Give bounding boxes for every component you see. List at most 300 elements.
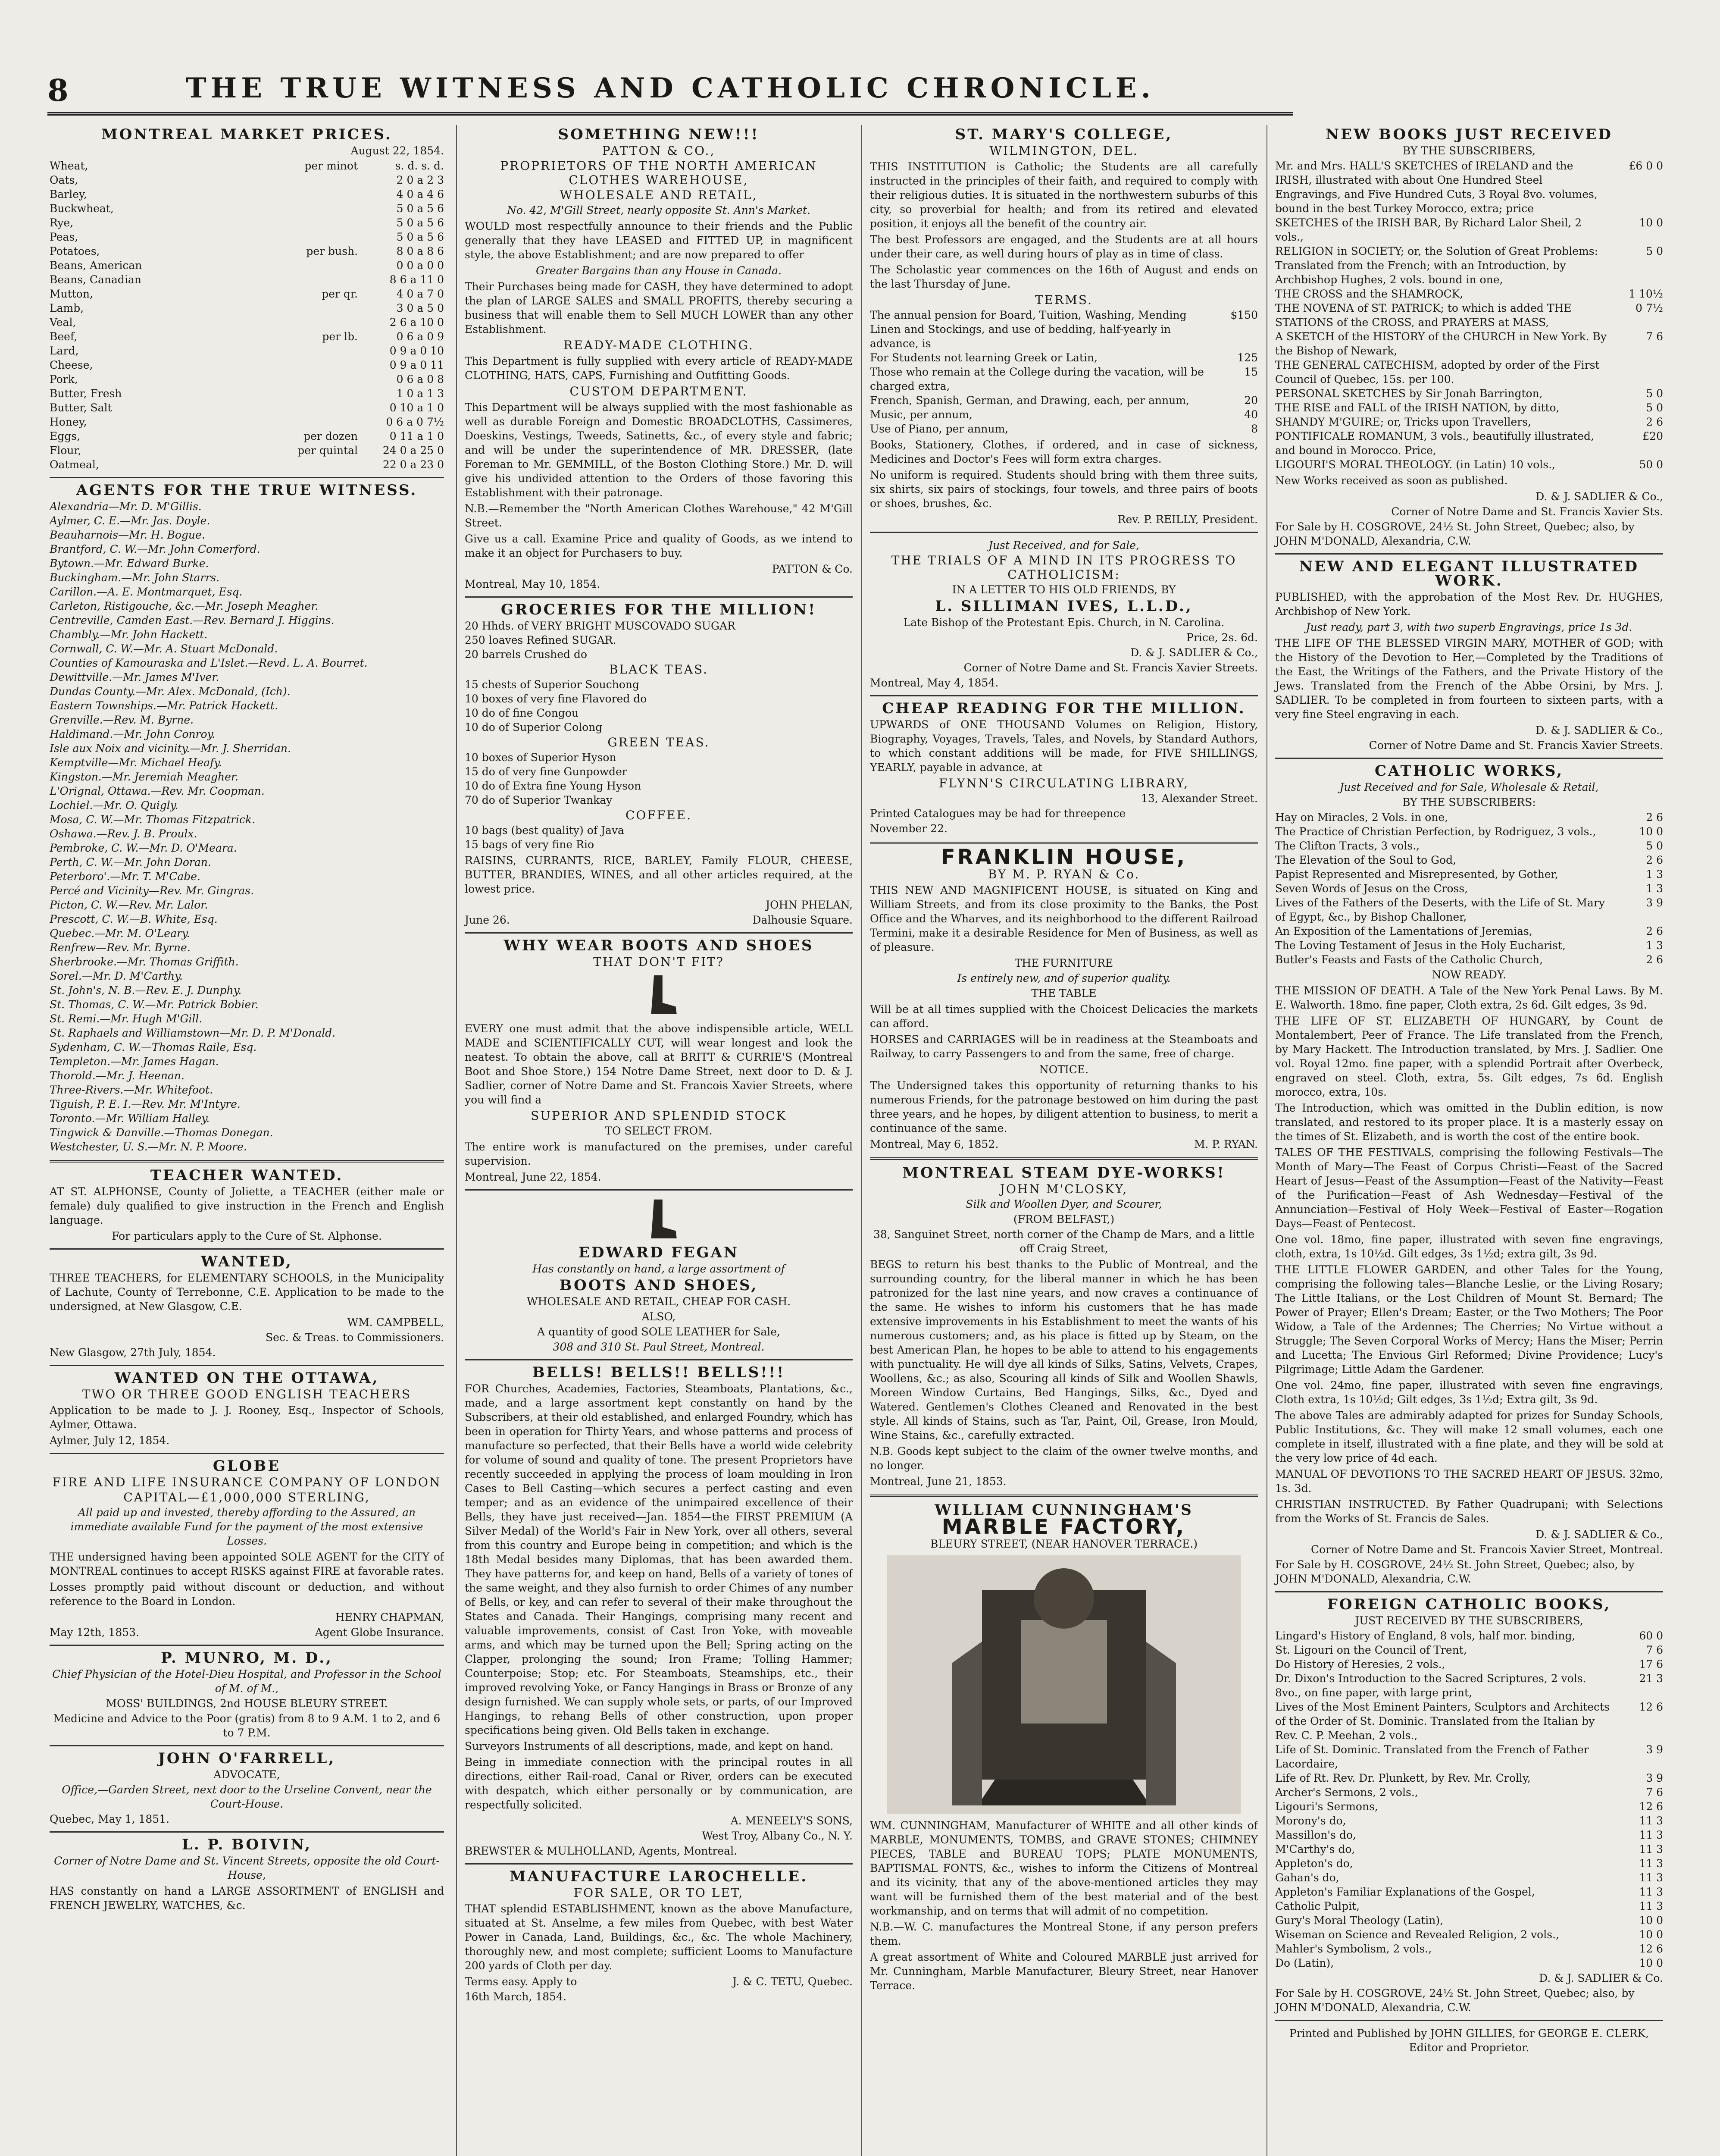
market-title: MONTREAL MARKET PRICES. <box>101 126 392 143</box>
market-unit <box>259 230 358 244</box>
stmary-terms-list <box>870 308 1258 436</box>
agent-entry: Kingston.—Mr. Jeremiah Meagher. <box>50 771 239 783</box>
foreign-book-entry <box>1275 1842 1663 1856</box>
foreign-by: JUST RECEIVED BY THE SUBSCRIBERS, <box>1355 1614 1583 1627</box>
term-price: 8 <box>1251 423 1258 435</box>
column-4 <box>1267 125 1663 2156</box>
book-entry-text: RELIGION in SOCIETY; or, the Solution of Great Problems: Translated from the French; with an Introduction, by Archbishop Hughes, 2 vols. bound in one, <box>1275 245 1598 286</box>
patton-head1: PROPRIETORS OF THE NORTH AMERICAN CLOTHES WAREHOUSE, <box>500 159 817 187</box>
market-row <box>50 372 444 386</box>
marble-nb: N.B.—W. C. manufactures the Montreal Stone, if any person prefers them. <box>870 1921 1258 1947</box>
agent-entry: Beauharnois—Mr. H. Bogue. <box>50 529 205 541</box>
term-label: Use of Piano, per annum, <box>870 423 1009 435</box>
divider <box>465 1863 853 1865</box>
work-entry-text: Butler's Feasts and Fasts of the Catholic Church, <box>1275 953 1543 966</box>
agent-entry: Perth, C. W.—Mr. John Doran. <box>50 856 211 868</box>
works-tag: Just Received and for Sale, Wholesale & Retail, <box>1339 781 1599 793</box>
market-row <box>50 216 444 230</box>
market-unit <box>259 258 358 273</box>
divider <box>870 532 1258 533</box>
market-price: 0 6 a 0 7½ <box>386 416 444 428</box>
foreign-book-entry <box>1275 1927 1663 1942</box>
term-label: Music, per annum, <box>870 408 973 421</box>
work-entry <box>1275 824 1663 839</box>
work-entry-price: 1 3 <box>1646 939 1663 952</box>
stmary-signature: Rev. P. REILLY, President. <box>1117 513 1258 526</box>
ofarrell-title: JOHN O'FARRELL, <box>158 1750 336 1767</box>
bells-body: FOR Churches, Academies, Factories, Steamboats, Plantations, &c., made, and a large assortment kept constantly on hand by the Subscribers, at their old established, and enlarged Foundry, which has been in operation for Thirty Years, and whose patterns and process of manufacture so perfected, that their Bells have a world wide celebrity for volume of sound and quality of tone. The present Proprietors have recently succeeded in applying the process of loam moulding in Iron Cases to Bell Casting—which secures a perfect casting and even temper; and as an evidence of the unimpaired excellence of their Bells, they have just received—Jan. 1854—the FIRST PREMIUM (A Silver Medal) of the World's Fair in New York, over all others, several from this country and Europe being in competition; and which is the 18th Medal besides many Diplomas, that has been awarded them. They have patterns for, and keep on hand, Bells of a variety of tones of the same weight, and they also furnish to order Chimes of any number of Bells, or key, and can refer to several of their make throughout the States and Canada. Their Hangings, comprising many recent and valuable improvements, consist of Cast Iron Yoke, with moveable arms, and which may be turned upon the Bell; Spring acting on the Clapper, prolonging the sound; Iron Frame; Tolling Hammer; Counterpoise; Stop; etc. For Steamboats, Steamships, etc., their improved revolving Yoke, or Fancy Hangings in Brass or Bronze of any design furnished. We can supply whole sets, or parts, of our Improved Hangings, to rehang Bells of other construction, upon proper specifications being given. Old Bells taken in exchange. <box>465 1382 853 1736</box>
market-item: Mutton, <box>50 288 93 300</box>
marble-body: WM. CUNNINGHAM, Manufacturer of WHITE and all other kinds of MARBLE, MONUMENTS, TOMBS, and GRAVE STONES; CHIMNEY PIECES, TABLE and BUREAU TOPS; PLATE MONUMENTS, BAPTISMAL FONTS, &c., wishes to inform the Citizens of Montreal and its vicinity, that any of the above-mentioned articles they may want will be furnished them of the best material and of the best workmanship, and on terms that will admit of no competition. <box>870 1819 1258 1917</box>
market-date: August 22, 1854. <box>350 144 444 157</box>
market-unit <box>259 301 358 315</box>
grocery-item: 10 do of Extra fine Young Hyson <box>465 780 641 792</box>
boots-select: TO SELECT FROM. <box>605 1125 713 1137</box>
work-entry-price: 2 6 <box>1646 811 1663 824</box>
teacher-wanted-title: TEACHER WANTED. <box>150 1167 344 1184</box>
market-price: 5 0 a 5 6 <box>396 216 444 229</box>
agent-entry: Mosa, C. W.—Mr. Thomas Fitzpatrick. <box>50 813 256 826</box>
agent-entry: Quebec.—Mr. M. O'Leary. <box>50 927 190 940</box>
work-entry-text: Papist Represented and Misrepresented, by Gother, <box>1275 868 1558 881</box>
wanted-signature: WM. CAMPBELL, <box>347 1316 444 1329</box>
ottawa-subtitle: TWO OR THREE GOOD ENGLISH TEACHERS <box>82 1387 412 1401</box>
work-entry <box>1275 839 1663 853</box>
munro-address: MOSS' BUILDINGS, 2nd HOUSE BLEURY STREET. <box>106 1697 388 1710</box>
foreign-list <box>1275 1629 1663 1970</box>
cheap-address: 13, Alexander Street. <box>1141 792 1258 805</box>
market-price: 0 6 a 0 9 <box>396 330 444 343</box>
term-label: For Students not learning Greek or Latin, <box>870 351 1098 364</box>
book-entry-price: £20 <box>1642 430 1663 442</box>
agent-entry: Sherbrooke.—Mr. Thomas Griffith. <box>50 956 239 968</box>
market-item: Eggs, <box>50 430 81 442</box>
agent-entry: Chambly.—Mr. John Hackett. <box>50 628 208 641</box>
divider <box>870 1495 1258 1497</box>
patton-custom-body: This Department will be always supplied with the most fashionable as well as durable Foreign and Domestic BROADCLOTHS, Cassimeres, Doeskins, Vestings, Tweeds, Satinetts, &c., of every style and fabric; and will be under the superintendence of MR. DRESSER, (late Foreman to Mr. GEMMILL, of the Boston Clothing Store.) Mr. D. will give his undivided attention to the Orders of those favoring this Establishment with their patronage. <box>465 401 853 499</box>
works-paragraph: One vol. 24mo, fine paper, illustrated with seven fine engravings, Cloth extra, 1s 10½d; Gilt edges, 3s 1½d; Extra gilt, 3s 9d. <box>1275 1379 1663 1406</box>
agent-entry: Lochiel.—Mr. O. Quigly. <box>50 799 178 812</box>
foreign-book-entry-price: 11 3 <box>1639 1900 1663 1912</box>
agent-entry: Buckingham.—Mr. John Starrs. <box>50 571 220 584</box>
book-entry <box>1275 386 1663 401</box>
grocery-item: 10 boxes of very fine Flavored do <box>465 693 647 705</box>
market-unit: per quintal <box>297 444 358 457</box>
book-entry-price: £6 0 0 <box>1629 160 1663 172</box>
foreign-book-entry-text: Gahan's do, <box>1275 1871 1339 1884</box>
ottawa-date: Aylmer, July 12, 1854. <box>50 1434 170 1447</box>
market-unit <box>259 415 358 429</box>
book-entry-text: THE NOVENA of ST. PATRICK; to which is added THE STATIONS of the CROSS, and PRAYERS at MASS, <box>1275 302 1572 329</box>
works-paragraph: MANUAL OF DEVOTIONS TO THE SACRED HEART OF JESUS. 32mo, 1s. 3d. <box>1275 1468 1663 1495</box>
work-entry <box>1275 953 1663 967</box>
foreign-book-entry-text: M'Carthy's do, <box>1275 1843 1355 1855</box>
term-row <box>870 351 1258 365</box>
agent-entry: Oshawa.—Rev. J. B. Proulx. <box>50 827 197 840</box>
patton-ready-body: This Department is fully supplied with every article of READY-MADE CLOTHING, HATS, CAPS, Furnishing and Outfitting Goods. <box>465 355 853 382</box>
market-price: s. d. s. d. <box>395 160 444 172</box>
divider <box>50 477 444 478</box>
market-item: Cheese, <box>50 359 93 371</box>
term-label: French, Spanish, German, and Drawing, each, per annum, <box>870 394 1189 407</box>
foreign-book-entry <box>1275 1814 1663 1828</box>
foreign-book-entry-price: 17 6 <box>1639 1658 1663 1670</box>
wanted-signature-role: Sec. & Treas. to Commissioners. <box>265 1331 444 1344</box>
work-entry-text: The Clifton Tracts, 3 vols., <box>1275 840 1420 852</box>
dyeworks-from: (FROM BELFAST,) <box>1013 1213 1115 1225</box>
work-entry-price: 3 9 <box>1646 896 1663 909</box>
agent-entry: Thorold.—Mr. J. Heenan. <box>50 1069 185 1082</box>
elegant-signature: D. & J. SADLIER & Co., <box>1535 724 1663 736</box>
book-entry <box>1275 301 1663 329</box>
term-row <box>870 308 1258 351</box>
foreign-book-entry <box>1275 1785 1663 1799</box>
agent-entry: St. John's, N. B.—Rev. E. J. Dunphy. <box>50 984 242 997</box>
groceries-coffee-title: COFFEE. <box>625 808 692 822</box>
agent-entry: Tiguish, P. E. I.—Rev. Mr. M'Intyre. <box>50 1098 241 1110</box>
works-title: CATHOLIC WORKS, <box>1374 762 1564 780</box>
boivin-body: HAS constantly on hand a LARGE ASSORTMENT of ENGLISH and FRENCH JEWELRY, WATCHES, &c. <box>50 1885 444 1912</box>
franklin-furniture-title: THE FURNITURE <box>1014 957 1113 969</box>
fegan-tagline: Has constantly on hand, a large assortment of <box>532 1263 785 1275</box>
market-unit <box>259 315 358 329</box>
agent-entry: Sydenham, C. W.—Thomas Raile, Esq. <box>50 1041 257 1053</box>
foreign-book-entry-price: 7 6 <box>1646 1786 1663 1799</box>
fegan-also: ALSO, <box>641 1310 676 1323</box>
foreign-book-entry-price: 3 9 <box>1646 1743 1663 1756</box>
market-item: Rye, <box>50 216 74 229</box>
market-row <box>50 443 444 458</box>
market-item: Barley, <box>50 188 87 201</box>
market-price: 8 0 a 8 6 <box>396 245 444 257</box>
foreign-signature: D. & J. SADLIER & Co. <box>1539 1972 1663 1984</box>
dyeworks-trade: Silk and Woollen Dyer, and Scourer, <box>966 1198 1162 1210</box>
groceries-body: RAISINS, CURRANTS, RICE, BARLEY, Family FLOUR, CHEESE, BUTTER, BRANDIES, WINES, and all other articles required, at the lowest price. <box>465 854 853 895</box>
grocery-item: 15 chests of Superior Souchong <box>465 678 640 691</box>
works-now-ready: NOW READY. <box>1432 968 1507 981</box>
groceries-date: June 26. <box>465 914 510 926</box>
market-unit: per minot <box>304 160 358 172</box>
fegan-title: EDWARD FEGAN <box>579 1244 739 1261</box>
patton-signature: PATTON & Co. <box>772 563 853 575</box>
franklin-furniture-body: Is entirely new, and of superior quality. <box>957 972 1171 984</box>
fegan-address: 308 and 310 St. Paul Street, Montreal. <box>553 1341 765 1353</box>
boots-subtitle: THAT DON'T FIT? <box>593 955 724 969</box>
market-price: 5 0 a 5 6 <box>396 231 444 243</box>
patton-note: Give us a call. Examine Price and quality of Goods, as we intend to make it an object for Purchasers to buy. <box>465 533 853 559</box>
book-entry-text: THE RISE and FALL of the IRISH NATION, by ditto, <box>1275 401 1560 414</box>
market-row <box>50 315 444 329</box>
agent-entry: Carleton, Ristigouche, &c.—Mr. Joseph Meagher. <box>50 600 319 612</box>
fegan-goods: BOOTS AND SHOES, <box>559 1277 758 1294</box>
foreign-book-entry-text: Appleton's do, <box>1275 1857 1353 1870</box>
trials-signature-address: Corner of Notre Dame and St. Francis Xavier Streets. <box>963 661 1258 674</box>
works-list <box>1275 810 1663 967</box>
stmary-body1: THIS INSTITUTION is Catholic; the Students are all carefully instructed in the principles of their faith, and required to comply with their religious duties. It is situated in the northwestern suburbs of this city, so proverbial for health; and from its retired and elevated position, it enjoys all the benefit of the country air. <box>870 160 1258 230</box>
term-row <box>870 393 1258 407</box>
foreign-book-entry-text: Do (Latin), <box>1275 1957 1334 1969</box>
market-price: 0 9 a 0 11 <box>389 359 444 371</box>
work-entry <box>1275 924 1663 938</box>
book-entry <box>1275 287 1663 301</box>
grocery-item: 20 Hhds. of VERY BRIGHT MUSCOVADO SUGAR <box>465 620 735 632</box>
patton-ready-title: READY-MADE CLOTHING. <box>563 338 754 352</box>
book-entry-text: Mr. and Mrs. HALL'S SKETCHES of IRELAND and the IRISH, illustrated with about One Hundred Steel Engravings, and Five Hundred Cuts, 3 Royal 8vo. volumes, bound in the best Turkey Morocco, extra; price <box>1275 160 1598 215</box>
agent-entry: Picton, C. W.—Rev. Mr. Lalor. <box>50 899 208 911</box>
works-paragraph: TALES OF THE FESTIVALS, comprising the following Festivals—The Month of Mary—The Feast of Corpus Christi—Feast of the Sacred Heart of Jesus—Feast of the Assumption—Feast of the Nativity—Feast of the Purification—Feast of Ash Wednesday—Festival of the Annunciation—Festival of Holy Week—Festival of Easter—Rogation Days—Feast of Pentecost. <box>1275 1146 1663 1230</box>
divider <box>465 1359 853 1360</box>
market-unit <box>259 372 358 386</box>
work-entry-text: Hay on Miracles, 2 Vols. in one, <box>1275 811 1448 824</box>
work-entry-price: 5 0 <box>1646 840 1663 852</box>
newbooks-by: BY THE SUBSCRIBERS, <box>1402 144 1536 157</box>
work-entry <box>1275 867 1663 881</box>
agent-entry: Grenville.—Rev. M. Byrne. <box>50 714 194 726</box>
globe-title: GLOBE <box>213 1457 281 1475</box>
foreign-book-entry-text: Life of Rt. Rev. Dr. Plunkett, by Rev. Mr. Crolly, <box>1275 1772 1531 1784</box>
market-price: 5 0 a 5 6 <box>396 202 444 215</box>
works-sale: For Sale by H. COSGROVE, 24½ St. John Street, Quebec; also, by JOHN M'DONALD, Alexandria, C.W. <box>1275 1558 1635 1585</box>
agent-entry: Renfrew—Rev. Mr. Byrne. <box>50 941 191 954</box>
patton-date: Montreal, May 10, 1854. <box>465 578 600 590</box>
works-signature: D. & J. SADLIER & Co., <box>1535 1528 1663 1541</box>
work-entry-price: 2 6 <box>1646 953 1663 966</box>
fegan-leather: A quantity of good SOLE LEATHER for Sale, <box>537 1326 780 1338</box>
work-entry-text: The Elevation of the Soul to God, <box>1275 854 1457 866</box>
teacher-wanted-footer: For particulars apply to the Cure of St. Alphonse. <box>112 1230 382 1242</box>
grocery-item: 10 do of fine Congou <box>465 707 579 719</box>
market-price: 2 6 a 10 0 <box>389 316 444 329</box>
foreign-book-entry-text: Mahler's Symbolism, 2 vols., <box>1275 1943 1432 1955</box>
patton-body1: WOULD most respectfully announce to their friends and the Public generally that they have LEASED and FITTED UP, in magnificent style, the above Establishment; and are now prepared to offer <box>465 220 853 261</box>
trials-sub: IN A LETTER TO HIS OLD FRIENDS, BY <box>952 583 1176 596</box>
trials-date: Montreal, May 4, 1854. <box>870 677 999 689</box>
works-paragraph: One vol. 18mo, fine paper, illustrated with seven fine engravings, cloth, extra, 1s 10½d. Gilt edges, 3s 1½d; extra gilt, 3s 9d. <box>1275 1233 1663 1260</box>
foreign-book-entry-price: 12 6 <box>1639 1943 1663 1955</box>
foreign-book-entry-text: Dr. Dixon's Introduction to the Sacred Scriptures, 2 vols. 8vo., on fine paper, with large print, <box>1275 1672 1586 1699</box>
market-price: 8 6 a 11 0 <box>389 273 444 286</box>
foreign-book-entry-price: 3 9 <box>1646 1772 1663 1784</box>
groceries-black-title: BLACK TEAS. <box>609 662 709 677</box>
agent-entry: Carillon.—A. E. Montmarquet, Esq. <box>50 586 243 598</box>
market-price: 4 0 a 7 0 <box>396 288 444 300</box>
book-entry-price: 5 0 <box>1646 401 1663 414</box>
work-entry-price: 1 3 <box>1646 882 1663 895</box>
foreign-book-entry <box>1275 1700 1663 1742</box>
market-unit: per lb. <box>322 330 358 343</box>
market-item: Flour, <box>50 444 81 457</box>
market-unit <box>259 344 358 358</box>
agent-entry: Prescott, C. W.—B. White, Esq. <box>50 913 218 925</box>
foreign-book-entry <box>1275 1629 1663 1643</box>
bells-signature: A. MENEELY'S SONS, <box>730 1814 853 1827</box>
market-unit <box>259 458 358 472</box>
foreign-book-entry <box>1275 1643 1663 1657</box>
agents-list <box>50 499 444 1154</box>
book-entry-price: 10 0 <box>1639 216 1663 229</box>
dyeworks-nb: N.B. Goods kept subject to the claim of the owner twelve months, and no longer. <box>870 1445 1258 1472</box>
market-row <box>50 201 444 216</box>
term-row <box>870 407 1258 422</box>
market-row <box>50 401 444 415</box>
market-unit <box>259 187 358 201</box>
foreign-book-entry-price: 7 6 <box>1646 1644 1663 1656</box>
groceries-green-list <box>465 750 853 807</box>
foreign-book-entry <box>1275 1871 1663 1885</box>
patton-name: PATTON & CO., <box>602 144 716 158</box>
term-price: 125 <box>1237 351 1258 364</box>
foreign-book-entry-text: Life of St. Dominic. Translated from the French of Father Lacordaire, <box>1275 1743 1589 1770</box>
market-item: Lard, <box>50 345 79 357</box>
trials-desc: Late Bishop of the Protestant Epis. Church, in N. Carolina. <box>903 616 1225 629</box>
foreign-book-entry-text: Morony's do, <box>1275 1814 1346 1827</box>
newbooks-sale: For Sale by H. COSGROVE, 24½ St. John Street, Quebec; also, by JOHN M'DONALD, Alexandria, C.W. <box>1275 520 1635 547</box>
ottawa-body: Application to be made to J. J. Rooney, Esq., Inspector of Schools, Aylmer, Ottawa. <box>50 1404 444 1431</box>
divider <box>1275 553 1663 555</box>
boots-note: The entire work is manufactured on the premises, under careful supervision. <box>465 1141 853 1167</box>
newbooks-signature: D. & J. SADLIER & Co., <box>1535 490 1663 503</box>
term-price: 40 <box>1244 408 1258 421</box>
newbooks-title: NEW BOOKS JUST RECEIVED <box>1326 126 1613 143</box>
market-price: 0 11 a 1 0 <box>389 430 444 442</box>
market-row <box>50 230 444 244</box>
foreign-book-entry-price: 11 3 <box>1639 1829 1663 1841</box>
market-unit <box>259 401 358 415</box>
stmary-title: ST. MARY'S COLLEGE, <box>955 126 1173 143</box>
book-entry-text: LIGOURI'S MORAL THEOLOGY. (in Latin) 10 vols., <box>1275 458 1555 471</box>
market-row <box>50 386 444 401</box>
book-entry-price: 50 0 <box>1639 458 1663 471</box>
market-row <box>50 301 444 315</box>
elegant-body3: THE LIFE OF THE BLESSED VIRGIN MARY, MOTHER of GOD; with the History of the Devotion to Her,—Completed by the Traditions of the East, the Writings of the Fathers, and the Private History of the Jews. Translated from the French of the Abbe Orsini, by Mrs. J. SADLIER. To be completed in from fourteen to sixteen parts, with a very fine Steel engraving in each. <box>1275 637 1663 721</box>
boot-icon <box>635 971 682 1019</box>
agent-entry: Percé and Vicinity—Rev. Mr. Gingras. <box>50 884 254 897</box>
patton-body2: Their Purchases being made for CASH, they have determined to adopt the plan of LARGE SALES and SMALL PROFITS, thereby securing a business that will enable them to Sell MUCH LOWER than any other Establishment. <box>465 280 853 335</box>
book-entry <box>1275 159 1663 216</box>
agent-entry: Cornwall, C. W.—Mr. A. Stuart McDonald. <box>50 642 278 655</box>
foreign-title: FOREIGN CATHOLIC BOOKS, <box>1327 1596 1611 1613</box>
book-entry-text: THE GENERAL CATECHISM, adopted by order of the First Council of Quebec, 15s. per 100. <box>1275 359 1600 385</box>
foreign-book-entry-price: 10 0 <box>1639 1914 1663 1927</box>
foreign-book-entry-text: Massillon's do, <box>1275 1829 1356 1841</box>
work-entry-text: An Exposition of the Lamentations of Jeremias, <box>1275 925 1532 937</box>
foreign-book-entry <box>1275 1899 1663 1913</box>
ofarrell-role: ADVOCATE, <box>213 1768 280 1781</box>
market-unit: per bush. <box>306 245 358 257</box>
agent-entry: Brantford, C. W.—Mr. John Comerford. <box>50 543 260 555</box>
patton-bargains: Greater Bargains than any House in Canada. <box>535 264 782 277</box>
market-item: Lamb, <box>50 302 84 314</box>
works-paragraph: The Introduction, which was omitted in the Dublin edition, is now translated, and restored to its proper place. It is a masterly essay on the times of St. Elizabeth, and is worth the cost of the entire book. <box>1275 1102 1663 1143</box>
agent-entry: Eastern Townships.—Mr. Patrick Hackett. <box>50 699 278 712</box>
term-price: 15 <box>1244 366 1258 378</box>
trials-author: L. SILLIMAN IVES, L.L.D., <box>935 598 1193 615</box>
market-item: Pork, <box>50 373 78 385</box>
marble-monument-illustration <box>887 1555 1241 1814</box>
market-row <box>50 344 444 358</box>
foreign-book-entry <box>1275 1771 1663 1785</box>
dyeworks-body: BEGS to return his best thanks to the Public of Montreal, and the surrounding country, for the liberal manner in which he has been patronized for the last nine years, and now craves a continuance of the same. He wishes to inform his customers that he has made extensive improvements in his Establishment to meet the wants of his numerous customers; and, as his place is fitted up by Steam, on the best American Plan, he hopes to be able to attend to his engagements with punctuality. He will dye all kinds of Silks, Satins, Velvets, Crapes, Woollens, &c.; as also, Scouring all kinds of Silk and Woollen Shawls, Moreen Window Curtains, Bed Hangings, Silks, &c., Dyed and Watered. Gentlemen's Clothes Cleaned and Renovated in the best style. All kinds of Stains, such as Tar, Paint, Oil, Grease, Iron Mould, Wine Stains, &c., carefully extracted. <box>870 1258 1258 1442</box>
market-price: 1 0 a 1 3 <box>396 387 444 400</box>
patton-title: SOMETHING NEW!!! <box>558 126 760 143</box>
dyeworks-title: MONTREAL STEAM DYE-WORKS! <box>902 1164 1226 1181</box>
imprint: Printed and Published by JOHN GILLIES, for GEORGE E. CLERK, Editor and Proprietor. <box>1289 2027 1649 2054</box>
larochelle-terms: Terms easy. Apply to <box>465 1975 577 1988</box>
agent-entry: Sorel.—Mr. D. M'Carthy. <box>50 970 183 982</box>
works-paragraph: THE LITTLE FLOWER GARDEN, and other Tales for the Young, comprising the following tales—Blanche Leslie, or the Living Rosary; The Little Italians, or the Lost Children of Mount St. Bernard; The Power of Prayer; Ellen's Dream; Easter, or the Two Mothers; The Poor Widow, a Tale of the Ardennes; The Cherries; No Virtue without a Struggle; The Seven Corporal Works of Mercy; Hans the Miser; Perrin and Lucetta; The Envious Girl Reformed; Divine Providence; Lucy's Pilgrimage; Little Adam the Gardener. <box>1275 1263 1663 1376</box>
globe-subtitle: FIRE AND LIFE INSURANCE COMPANY OF LONDON <box>52 1475 441 1489</box>
stmary-body3: The Scholastic year commences on the 16th of August and ends on the last Thursday of June. <box>870 263 1258 290</box>
market-item: Honey, <box>50 416 87 428</box>
franklin-signature: M. P. RYAN. <box>1194 1138 1258 1150</box>
cheap-note: Printed Catalogues may be had for threepence <box>870 807 1126 820</box>
market-unit: per qr. <box>322 288 358 300</box>
elegant-signature-address: Corner of Notre Dame and St. Francis Xavier Streets. <box>1369 739 1663 752</box>
larochelle-subtitle: FOR SALE, OR TO LET, <box>573 1886 744 1900</box>
ottawa-title: WANTED ON THE OTTAWA, <box>114 1369 379 1387</box>
foreign-book-entry-text: Appleton's Familiar Explanations of the Gospel, <box>1275 1886 1535 1898</box>
ofarrell-date: Quebec, May 1, 1851. <box>50 1813 170 1825</box>
bells-signature-place: West Troy, Albany Co., N. Y. <box>702 1830 853 1842</box>
agent-entry: Toronto.—Mr. William Halley. <box>50 1112 210 1125</box>
stmary-body5: No uniform is required. Students should bring with them three suits, six shirts, six pairs of stockings, four towels, and three pairs of boots or shoes, brushes, &c. <box>870 469 1258 510</box>
market-item: Beans, Canadian <box>50 273 141 286</box>
market-price: 0 10 a 1 0 <box>389 401 444 414</box>
marble-assortment: A great assortment of White and Coloured MARBLE just arrived for Mr. Cunningham, Marble Manufacturer, Bleury Street, near Hanover Terrace. <box>870 1951 1258 1992</box>
franklin-by: BY M. P. RYAN & Co. <box>988 867 1140 881</box>
bells-agents: BREWSTER & MULHOLLAND, Agents, Montreal. <box>465 1845 738 1857</box>
market-price: 4 0 a 4 6 <box>396 188 444 201</box>
market-row <box>50 187 444 201</box>
market-price: 2 0 a 2 3 <box>396 174 444 186</box>
divider <box>870 695 1258 696</box>
globe-note: Losses promptly paid without discount or deduction, and without reference to the Board in London. <box>50 1581 444 1608</box>
franklin-table-title: THE TABLE <box>1031 987 1097 1000</box>
agent-entry: Counties of Kamouraska and L'Islet.—Revd. L. A. Bourret. <box>50 657 368 669</box>
foreign-book-entry-price: 60 0 <box>1639 1630 1663 1642</box>
foreign-book-entry <box>1275 1913 1663 1927</box>
foreign-book-entry <box>1275 1657 1663 1671</box>
foreign-sale: For Sale by H. COSGROVE, 24½ St. John Street, Quebec; also, by JOHN M'DONALD, Alexandria, C.W. <box>1275 1987 1635 2014</box>
bells-surveyors: Surveyors Instruments of all descriptions, made, and kept on hand. <box>465 1740 834 1752</box>
franklin-table-body: Will be at all times supplied with the Choicest Delicacies the markets can afford. <box>870 1003 1258 1030</box>
stmary-body2: The best Professors are engaged, and the Students are at all hours under their care, as well during hours of play as in time of class. <box>870 233 1258 260</box>
grocery-item: 15 do of very fine Gunpowder <box>465 765 627 778</box>
agent-entry: Alexandria—Mr. D. M'Gillis. <box>50 500 202 513</box>
divider <box>50 1831 444 1833</box>
foreign-book-entry-text: Archer's Sermons, 2 vols., <box>1275 1786 1418 1799</box>
patton-head2: WHOLESALE AND RETAIL, <box>560 188 758 202</box>
market-row <box>50 329 444 344</box>
market-row <box>50 429 444 443</box>
cheap-date: November 22. <box>870 822 948 835</box>
market-item: Potatoes, <box>50 245 100 257</box>
work-entry <box>1275 938 1663 953</box>
divider <box>1275 758 1663 759</box>
fegan-terms: WHOLESALE AND RETAIL, CHEAP FOR CASH. <box>526 1295 791 1308</box>
market-price: 3 0 a 5 0 <box>396 302 444 314</box>
groceries-title: GROCERIES FOR THE MILLION! <box>500 601 817 618</box>
market-item: Wheat, <box>50 160 88 172</box>
book-entry-text: SHANDY M'GUIRE; or, Tricks upon Travellers, <box>1275 416 1532 428</box>
masthead <box>47 65 1293 116</box>
ofarrell-office: Office,—Garden Street, next door to the Urseline Convent, near the Court-House. <box>62 1783 432 1810</box>
work-entry-price: 10 0 <box>1639 825 1663 838</box>
book-entry-price <box>1611 358 1663 386</box>
agent-entry: Centreville, Camden East.—Rev. Bernard J. Higgins. <box>50 614 335 627</box>
divider <box>50 1453 444 1454</box>
wanted-date: New Glasgow, 27th July, 1854. <box>50 1346 216 1359</box>
